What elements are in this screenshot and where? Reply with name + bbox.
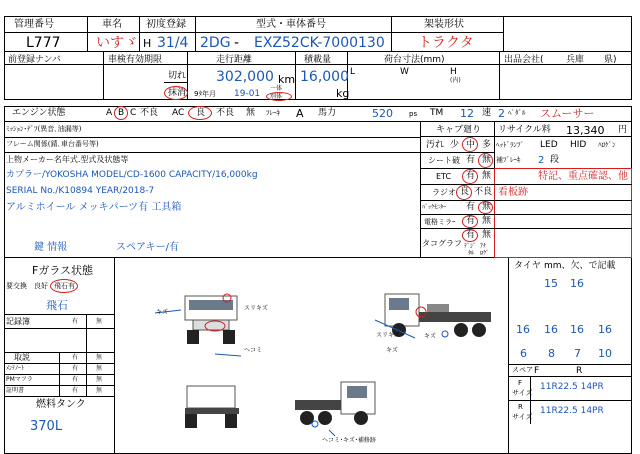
- dim-h: H: [450, 67, 457, 77]
- maint-label: ﾒﾝﾃﾉｰﾄ: [6, 365, 25, 372]
- upper-line2: SERIAL No./K10894 YEAR/2018-7: [6, 186, 155, 196]
- good-label: 良好: [34, 282, 48, 290]
- divider: [420, 184, 494, 185]
- cargo-label: 荷台寸法(mm): [384, 55, 445, 65]
- hp-label: 馬力: [318, 108, 337, 118]
- tire-label: タイヤ: [514, 261, 541, 271]
- back-label: ﾊﾞｯｸﾓﾆﾀｰ: [422, 204, 447, 211]
- upper-label: 上物メーカー名年式.型式及状態等: [6, 155, 129, 164]
- rsize-value: 11R22.5 14PR: [540, 406, 604, 416]
- seat-label: シート破: [428, 156, 460, 165]
- muffler-have: 有: [72, 376, 79, 383]
- record-label: 記録簿: [6, 317, 30, 326]
- cab-value: スムーサー: [540, 107, 595, 120]
- dealer-label: 出品会社(: [504, 55, 544, 65]
- spare-f: F: [534, 366, 540, 376]
- reg-era: H: [143, 37, 152, 50]
- taco-label: タコグラフ: [422, 239, 462, 248]
- model-dash: -: [234, 35, 240, 51]
- ac-good-circle: [188, 106, 212, 120]
- record-have: 有: [72, 318, 79, 325]
- maker-label: 車名: [102, 19, 122, 30]
- mileage-value: 302,000: [216, 69, 274, 85]
- mileage-label: 走行距離: [216, 55, 253, 65]
- dim-inner: (内): [450, 77, 461, 84]
- taco-d2: ﾀﾙ: [468, 250, 475, 257]
- engine-bad: 不良: [140, 108, 159, 118]
- cert-label: 証明書: [6, 387, 25, 394]
- mileage-unit: km: [278, 73, 296, 86]
- key-value: スペアキー/有: [116, 242, 179, 253]
- ac-none: 無: [246, 108, 256, 118]
- dirt-mid-circle: [462, 137, 478, 152]
- divider: [86, 314, 87, 396]
- model-type: 2DG: [200, 35, 231, 51]
- tire-r2-1: 6: [520, 347, 527, 360]
- dim-w: W: [400, 67, 409, 77]
- truck-rear-view: [185, 386, 239, 428]
- body-label: 架装形状: [424, 19, 464, 30]
- dealer-suffix: 県): [604, 55, 617, 65]
- damage-diagram: [115, 258, 507, 454]
- divider: [530, 376, 531, 424]
- divider: [494, 200, 632, 201]
- manual-label: 取説: [14, 353, 30, 362]
- dirt-small: 少: [450, 140, 460, 150]
- brake-value: A: [296, 107, 304, 120]
- divider: [4, 396, 114, 397]
- upper-line1: カプラー/YOKOSHA MODEL/CD-1600 CAPACITY/16,000kg: [6, 170, 258, 180]
- recycle-label: リサイクル料: [498, 125, 551, 135]
- expired-label: 切れ: [168, 71, 187, 81]
- divider: [508, 400, 632, 401]
- divider: [59, 352, 60, 396]
- hp-value: 520: [372, 107, 393, 120]
- seat-no-circle: [478, 153, 493, 168]
- special-line1: 看板跡: [498, 187, 528, 198]
- maint-have: 有: [72, 365, 79, 372]
- divider: [420, 122, 421, 258]
- special-title: 特記、重点確認、他: [538, 171, 628, 182]
- load-unit: kg: [336, 87, 350, 100]
- chip-note: 飛石: [46, 299, 68, 312]
- tire-r2-4: 10: [598, 347, 612, 360]
- mgmt-label: 管理番号: [14, 19, 54, 30]
- dirt-label: 汚れ: [426, 140, 445, 150]
- ac-label: AC: [172, 108, 185, 118]
- divider: [4, 314, 114, 315]
- mirror-no: 無: [482, 216, 492, 226]
- front-dent: ヘコミ: [244, 347, 263, 354]
- body-value: トラクタ: [418, 35, 474, 51]
- reg-label: 初度登録: [146, 19, 186, 30]
- chip-label: 飛石有: [54, 282, 75, 290]
- rsize-label-r: R: [518, 403, 523, 411]
- mirror-yes: 有: [466, 216, 476, 226]
- model-chassis: EXZ52CK-7000130: [254, 35, 385, 51]
- front-scratch-left: キズ: [156, 309, 168, 316]
- aux-unit: 段: [550, 155, 560, 165]
- divider: [494, 214, 632, 215]
- key-label: 鍵 情報: [34, 242, 68, 253]
- dim-l: L: [350, 67, 356, 77]
- aux-value: 2: [538, 155, 545, 166]
- muffler-none: 無: [96, 376, 103, 383]
- mirror-label: 電格ミラｰ: [424, 218, 456, 226]
- etc-yes-circle: [462, 169, 478, 184]
- deleted-label: 抹消: [168, 88, 187, 98]
- radio-good: 良: [460, 187, 470, 197]
- seat-no: 無: [482, 155, 492, 165]
- front-scratch-dent: スリキズ: [244, 305, 268, 312]
- glass-label: Fガラス状態: [32, 264, 93, 277]
- auction-sheet: [4, 16, 636, 454]
- taco-yes-circle: [462, 229, 478, 242]
- taco-a1: ｱﾅ: [480, 243, 487, 250]
- truck-front-view: [185, 294, 237, 344]
- spare-label: スペア: [512, 366, 533, 374]
- divider: [508, 258, 509, 454]
- separate-label: 別体: [270, 93, 283, 100]
- side-scratch: スリキズ: [376, 332, 400, 339]
- back-no: 無: [482, 202, 492, 212]
- divider: [494, 184, 632, 185]
- tire-unit: mm、欠、で記載: [544, 261, 616, 271]
- reg-value: 31/4: [157, 35, 189, 51]
- ac-good: 良: [196, 108, 206, 118]
- recycle-unit: 円: [618, 125, 628, 135]
- model-label: 型式・車体番号: [256, 19, 326, 30]
- divider: [164, 82, 188, 83]
- tm-label: TM: [430, 108, 444, 118]
- lamp-led: LED: [540, 140, 558, 150]
- fsize-label-f: F: [518, 379, 523, 387]
- aux-label: 補ﾌﾞﾚｰｷ: [496, 156, 521, 164]
- mirror-yes-circle: [462, 215, 478, 228]
- muffler-label: PMマフラ: [6, 376, 33, 383]
- spare-r: R: [576, 366, 583, 376]
- load-label: 積載量: [304, 55, 332, 65]
- tire-fl: 15: [544, 277, 558, 290]
- etc-label: ETC: [436, 172, 452, 181]
- dirt-mid: 中: [466, 140, 476, 150]
- cert-none: 無: [96, 387, 103, 394]
- divider: [420, 214, 494, 215]
- tm-value: 12: [460, 107, 474, 120]
- tire-r1-3: 16: [570, 323, 584, 336]
- single-label: 一体: [270, 85, 283, 92]
- inspect-label: 車検有効期限: [108, 55, 163, 65]
- fsize-label-size: サイズ: [512, 389, 533, 397]
- divider: [4, 137, 420, 138]
- cab-label: キャブ廻り: [436, 125, 482, 135]
- tire-r2-3: 7: [574, 347, 581, 360]
- dirt-many: 多: [482, 140, 492, 150]
- tire-r1-4: 16: [598, 323, 612, 336]
- lamp-hid: HID: [570, 140, 587, 150]
- tire-r2-2: 8: [548, 347, 555, 360]
- divider: [4, 32, 504, 33]
- taco-d1: ﾃﾞｼﾞ: [464, 243, 477, 250]
- lamp-label: ﾍｯﾄﾞﾗﾝﾌﾟ: [496, 141, 524, 149]
- tire-r1-2: 16: [544, 323, 558, 336]
- divider: [508, 376, 632, 377]
- dealer-pref: 兵庫: [566, 55, 585, 65]
- reading-value: 19-01: [234, 89, 261, 99]
- truck-other-side-view: [295, 382, 375, 427]
- grade-a: A: [106, 108, 113, 118]
- back-yes: 有: [466, 202, 476, 212]
- recycle-value: 13,340: [566, 124, 605, 137]
- grade-b-circle: [114, 106, 128, 120]
- rear-note: ヘコミ･キズ･補修跡: [322, 437, 376, 444]
- rsize-label-size: サイズ: [512, 413, 533, 421]
- pedal-value: 2: [498, 107, 505, 120]
- mission-label: ﾐｯｼｮﾝ･ﾃﾞﾌ(異音､油漏等): [6, 125, 82, 133]
- plate-label: 前登録ナンバ: [8, 55, 61, 65]
- taco-a2: ﾛｸﾞ: [480, 250, 490, 257]
- radio-bad: 不良: [474, 187, 493, 197]
- manual-none: 無: [96, 354, 103, 361]
- divider: [420, 228, 494, 229]
- tire-r1-1: 16: [516, 323, 530, 336]
- upper-line3: アルミホイール メッキパーツ有 工具箱: [6, 202, 182, 213]
- brake-label: ﾌﾚｰｷ: [266, 109, 280, 117]
- reading-label: 9ﾀ年月: [194, 90, 216, 98]
- pedal-label: ﾍﾟﾀﾞﾙ: [508, 109, 526, 117]
- side-scratch2: キズ: [424, 333, 436, 340]
- lamp-halogen: ﾊﾛｹﾞﾝ: [598, 141, 616, 149]
- deleted-circle: [164, 86, 188, 100]
- divider: [4, 152, 420, 153]
- grade-b: B: [118, 108, 125, 118]
- engine-label: エンジン状態: [12, 108, 66, 118]
- taco-yes: 有: [466, 230, 476, 240]
- etc-yes: 有: [466, 171, 476, 181]
- taco-no: 無: [482, 230, 492, 240]
- side-scratch3: キズ: [386, 347, 398, 354]
- frame-label: フレーム関係(錆､車台番号等): [6, 140, 99, 148]
- fsize-value: 11R22.5 14PR: [540, 382, 604, 392]
- divider: [494, 228, 632, 229]
- maint-none: 無: [96, 365, 103, 372]
- speed-unit: 速: [482, 108, 492, 118]
- radio-label: ラジオ: [432, 188, 456, 197]
- fuel-label: 燃料タンク: [36, 399, 86, 410]
- load-value: 16,000: [300, 69, 349, 85]
- grade-c: C: [130, 108, 137, 118]
- ps-unit: ps: [409, 110, 418, 118]
- cert-have: 有: [72, 387, 79, 394]
- record-none: 無: [96, 318, 103, 325]
- chip-circle: [50, 279, 78, 293]
- ac-bad: 不良: [216, 108, 235, 118]
- etc-no: 無: [482, 171, 492, 181]
- radio-good-circle: [456, 185, 472, 200]
- maker-value: いすゞ: [96, 35, 138, 51]
- tire-fr: 16: [570, 277, 584, 290]
- truck-side-view: [385, 294, 491, 337]
- back-no-circle: [478, 201, 493, 214]
- divider: [4, 328, 114, 329]
- mgmt-value: L777: [26, 35, 61, 51]
- fuel-value: 370L: [30, 419, 63, 434]
- divider: [508, 364, 632, 365]
- manual-have: 有: [72, 354, 79, 361]
- seat-yes: 有: [466, 155, 476, 165]
- replace-label: 要交換: [6, 282, 27, 290]
- separate-circle: [266, 92, 292, 101]
